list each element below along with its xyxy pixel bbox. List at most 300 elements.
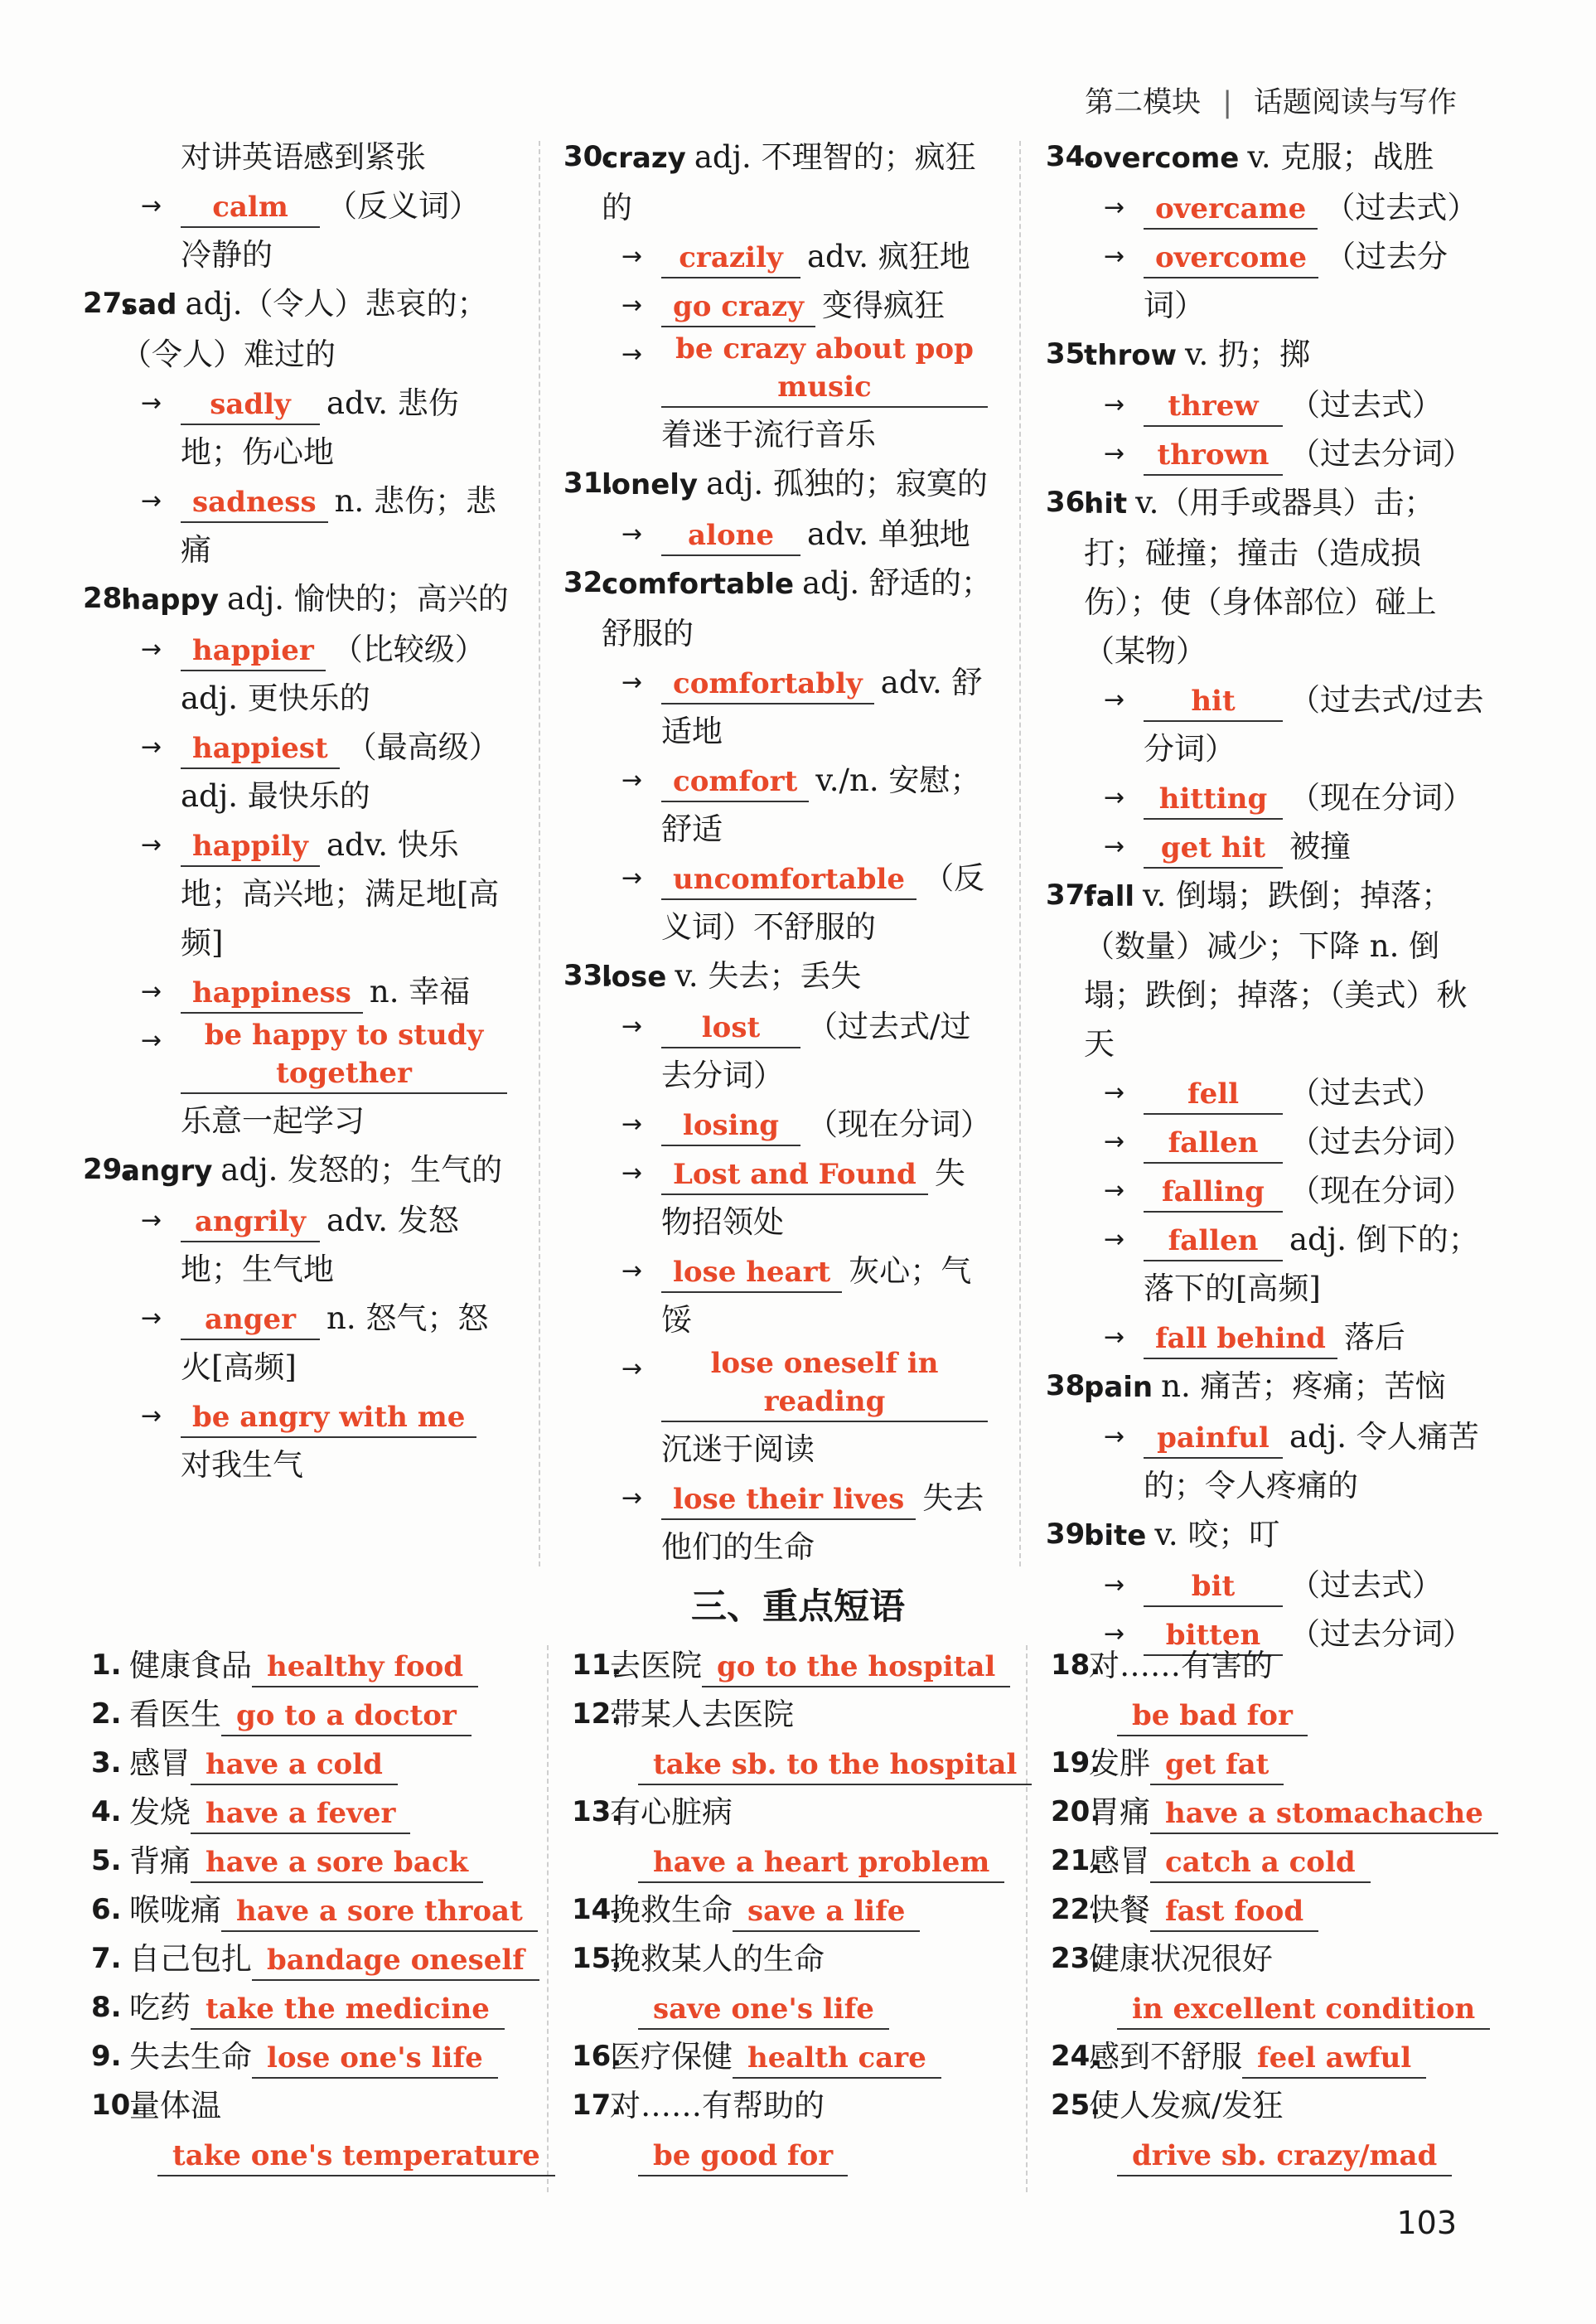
answer-blank: be happy to study together <box>181 1016 507 1094</box>
vocab-sub-item <box>83 477 514 574</box>
arrow-icon: → <box>621 520 643 549</box>
vocab-sub-item <box>1046 1166 1493 1215</box>
phrase-item-5 <box>91 1837 522 1886</box>
phrase-item-11 <box>572 1641 1003 1690</box>
arrow-icon: → <box>141 487 162 516</box>
phrase-answer: go to the hospital <box>702 1648 1010 1687</box>
arrow-icon: → <box>1104 1127 1125 1156</box>
vocab-sub-item <box>1046 1117 1493 1166</box>
sub-note: （反义词） <box>326 188 480 224</box>
headword: overcome <box>1084 142 1240 175</box>
sub-note: （过去式） <box>1324 190 1478 225</box>
phrase-item-6 <box>91 1886 522 1934</box>
phrase-number: 13. <box>572 1795 622 1828</box>
vocab-sub-item <box>83 967 514 1016</box>
vocab-sub-item <box>563 281 994 330</box>
answer-blank: overcame <box>1144 190 1318 230</box>
entry-number: 35. <box>1046 337 1096 370</box>
phrase-cn: 量体温 <box>129 2088 221 2123</box>
phrase-answer: bandage oneself <box>252 1941 539 1981</box>
phrase-cn: 自己包扎 <box>129 1941 252 1977</box>
phrase-item-25 <box>1051 2081 1498 2130</box>
sub-note: （过去式） <box>1289 387 1443 423</box>
phrase-answer: be bad for <box>1117 1697 1308 1736</box>
phrase-cn: 胃痛 <box>1089 1794 1150 1830</box>
phrase-item-1 <box>91 1641 522 1690</box>
arrow-icon: → <box>1104 193 1125 222</box>
sub-note: n. 悲伤；悲痛 <box>181 483 496 568</box>
sub-note: 失去他们的生命 <box>661 1480 984 1565</box>
gloss: adj. 愉快的；高兴的 <box>227 581 509 617</box>
column-divider-3 <box>547 1645 549 2192</box>
arrow-icon: → <box>621 1256 643 1285</box>
vocab-entry-39 <box>1046 1510 1493 1561</box>
header-divider: | <box>1222 86 1232 119</box>
arrow-icon: → <box>621 291 643 320</box>
phrase-number: 23. <box>1051 1942 1101 1975</box>
vocab-sub-item <box>563 330 994 459</box>
phrase-number: 11. <box>572 1649 622 1682</box>
vocab-entry-31 <box>563 459 994 510</box>
answer-blank: lose heart <box>661 1253 842 1293</box>
arrow-icon: → <box>1104 1078 1125 1107</box>
answer-blank: losing <box>661 1106 800 1146</box>
page-header <box>1085 80 1457 121</box>
headword: sad <box>121 288 177 322</box>
phrase-number: 21. <box>1051 1844 1101 1877</box>
headword: throw <box>1084 339 1177 372</box>
arrow-icon: → <box>621 242 643 271</box>
arrow-icon: → <box>1104 439 1125 468</box>
arrow-icon: → <box>621 1012 643 1041</box>
sub-note: （比较级）adj. 更快乐的 <box>181 632 486 716</box>
sub-note: （现在分词） <box>1289 1173 1473 1208</box>
section-title: 三、重点短语 <box>691 1586 905 1628</box>
sub-note: （过去式） <box>1289 1567 1443 1603</box>
phrase-cn: 带某人去医院 <box>610 1697 794 1732</box>
module-label: 第二模块 <box>1085 86 1202 119</box>
vocab-sub-item <box>1046 429 1493 478</box>
phrase-cn: 健康状况很好 <box>1089 1941 1273 1977</box>
phrase-answer-line <box>1051 2130 1498 2179</box>
phrase-number: 17. <box>572 2089 622 2122</box>
vocab-sub-item <box>1046 675 1493 773</box>
vocab-column-2 <box>563 133 994 1571</box>
arrow-icon: → <box>1104 1571 1125 1600</box>
phrase-item-8 <box>91 1983 522 2032</box>
arrow-icon: → <box>621 1110 643 1139</box>
phrase-answer: in excellent condition <box>1117 1990 1490 2030</box>
gloss: v. 咬；叮 <box>1154 1517 1280 1552</box>
phrase-item-22 <box>1051 1886 1498 1934</box>
entry-number: 38. <box>1046 1369 1096 1402</box>
phrase-answer: lose one's life <box>252 2039 498 2079</box>
phrase-cn: 看医生 <box>129 1697 221 1732</box>
phrase-number: 14. <box>572 1893 622 1926</box>
headword: pain <box>1084 1371 1153 1404</box>
phrase-cn: 对……有帮助的 <box>610 2088 825 2123</box>
gloss: v. 克服；战胜 <box>1247 139 1434 175</box>
phrase-number: 16. <box>572 2040 622 2073</box>
phrase-answer: save a life <box>733 1892 920 1932</box>
phrase-answer: have a cold <box>191 1745 398 1785</box>
answer-blank: fall behind <box>1144 1319 1337 1359</box>
phrase-number: 15. <box>572 1942 622 1975</box>
vocab-sub-item <box>83 1016 514 1145</box>
sub-note: 变得疯狂 <box>822 288 945 323</box>
vocab-sub-item <box>563 854 994 951</box>
phrase-answer-line <box>572 1983 1003 2032</box>
answer-blank: be angry with me <box>181 1398 476 1438</box>
vocab-sub-item <box>83 1294 514 1392</box>
phrase-number: 18. <box>1051 1649 1101 1682</box>
phrase-answer: healthy food <box>252 1648 478 1687</box>
answer-blank: sadly <box>181 385 320 425</box>
phrase-answer-line <box>91 2130 540 2179</box>
answer-blank: angrily <box>181 1203 320 1242</box>
phrase-number: 12. <box>572 1697 622 1731</box>
arrow-icon: → <box>1104 1422 1125 1451</box>
sub-note: （过去式/过去分词） <box>661 1009 971 1093</box>
answer-blank: uncomfortable <box>661 860 916 900</box>
gloss: n. 痛苦；疼痛；苦恼 <box>1161 1368 1446 1404</box>
answer-blank: get hit <box>1144 829 1283 869</box>
vocab-entry-29 <box>83 1145 514 1196</box>
vocab-sub-item <box>1046 773 1493 822</box>
phrase-number: 1. <box>91 1649 122 1682</box>
vocab-sub-item <box>563 1100 994 1149</box>
sub-note: n. 幸福 <box>369 974 471 1009</box>
answer-blank: bit <box>1144 1567 1283 1607</box>
answer-blank: sadness <box>181 483 328 523</box>
gloss: v. 扔；掷 <box>1185 336 1311 372</box>
answer-blank: painful <box>1144 1419 1283 1459</box>
answer-blank: anger <box>181 1300 320 1340</box>
phrase-column-2 <box>572 1641 1018 2179</box>
answer-blank: lose oneself in reading <box>661 1344 988 1422</box>
phrase-item-12 <box>572 1690 1003 1739</box>
answer-blank: be crazy about pop music <box>661 330 988 408</box>
phrase-answer-line <box>572 1739 1018 1788</box>
sub-note: （过去式） <box>1289 1075 1443 1111</box>
phrase-item-13 <box>572 1788 1003 1837</box>
phrase-cn: 感到不舒服 <box>1089 2039 1242 2075</box>
phrase-cn: 使人发疯/发狂 <box>1089 2088 1284 2123</box>
phrase-item-23 <box>1051 1934 1498 1983</box>
sub-note: 灰心；气馁 <box>661 1253 972 1338</box>
phrase-number: 25. <box>1051 2089 1101 2122</box>
phrase-answer-line <box>1051 1690 1498 1739</box>
phrase-number: 2. <box>91 1697 122 1731</box>
phrase-answer: have a sore throat <box>221 1892 538 1932</box>
phrase-item-10 <box>91 2081 522 2130</box>
entry-number: 34. <box>1046 140 1096 173</box>
phrase-number: 20. <box>1051 1795 1101 1828</box>
phrase-number: 22. <box>1051 1893 1101 1926</box>
vocab-entry-32 <box>563 559 994 658</box>
sub-note: 失物招领处 <box>661 1155 965 1240</box>
phrase-item-18 <box>1051 1641 1498 1690</box>
entry-number: 36. <box>1046 486 1096 519</box>
headword: angry <box>121 1155 213 1188</box>
answer-blank: lost <box>661 1009 800 1048</box>
answer-blank: Lost and Found <box>661 1155 928 1195</box>
arrow-icon: → <box>141 1402 162 1431</box>
answer-blank: fell <box>1144 1075 1283 1115</box>
phrase-cn: 失去生命 <box>129 2039 252 2075</box>
arrow-icon: → <box>1104 390 1125 419</box>
phrase-number: 6. <box>91 1893 122 1926</box>
vocab-sub-item <box>83 1196 514 1294</box>
arrow-icon: → <box>141 1304 162 1333</box>
answer-blank: falling <box>1144 1173 1283 1213</box>
arrow-icon: → <box>621 1354 643 1383</box>
sub-note: adv. 单独地 <box>807 516 970 552</box>
phrase-cn: 挽救生命 <box>610 1892 733 1928</box>
column-divider-2 <box>1019 141 1021 1566</box>
phrase-answer: have a heart problem <box>638 1843 1004 1883</box>
gloss: adj. 舒适的；舒服的 <box>602 565 992 651</box>
vocab-entry-30 <box>563 133 994 232</box>
answer-blank: threw <box>1144 387 1283 427</box>
gloss: v. 失去；丢失 <box>675 958 862 994</box>
answer-blank: comfort <box>661 763 809 802</box>
sub-note: （过去分词） <box>1144 239 1448 323</box>
entry-number: 37. <box>1046 879 1096 912</box>
headword: happy <box>121 583 219 617</box>
headword: bite <box>1084 1519 1147 1552</box>
sub-note: 乐意一起学习 <box>181 1103 365 1139</box>
phrase-answer-line <box>1051 1983 1498 2032</box>
gloss: v. 倒塌；跌倒；掉落；（数量）减少；下降 n. 倒塌；跌倒；掉落；（美式）秋天 <box>1084 878 1468 1062</box>
entry-number: 30. <box>563 140 614 173</box>
phrase-number: 4. <box>91 1795 122 1828</box>
arrow-icon: → <box>621 668 643 697</box>
vocab-sub-item <box>1046 1068 1493 1117</box>
sub-note: adv. 悲伤地；伤心地 <box>181 385 459 470</box>
phrase-number: 10. <box>91 2089 142 2122</box>
vocab-sub-item <box>563 1247 994 1344</box>
entry-number: 32. <box>563 566 614 599</box>
answer-blank: crazily <box>661 239 800 278</box>
phrase-item-3 <box>91 1739 522 1788</box>
phrase-number: 5. <box>91 1844 122 1877</box>
phrase-item-20 <box>1051 1788 1498 1837</box>
phrase-answer: take the medicine <box>191 1990 505 2030</box>
sub-note: adv. 快乐地；高兴地；满足地[高频] <box>181 827 500 961</box>
sub-note: （最高级）adj. 最快乐的 <box>181 729 500 814</box>
phrase-cn: 感冒 <box>129 1745 191 1781</box>
entry-number: 29. <box>83 1153 133 1186</box>
phrase-answer: catch a cold <box>1150 1843 1371 1883</box>
sub-note: （过去分词） <box>1289 1124 1473 1160</box>
headword: fall <box>1084 880 1135 913</box>
phrase-item-7 <box>91 1934 525 1983</box>
sub-note: 着迷于流行音乐 <box>661 417 876 453</box>
phrase-cn: 有心脏病 <box>610 1794 733 1830</box>
phrase-answer: health care <box>733 2039 941 2079</box>
headword: lonely <box>602 468 699 501</box>
answer-blank: go crazy <box>661 288 815 327</box>
arrow-icon: → <box>1104 1323 1125 1352</box>
vocab-entry-33 <box>563 951 994 1002</box>
sub-note: adj. 令人痛苦的；令人疼痛的 <box>1144 1419 1479 1503</box>
answer-blank: thrown <box>1144 436 1283 476</box>
phrase-number: 24. <box>1051 2040 1101 2073</box>
gloss: adj.（令人）悲哀的；（令人）难过的 <box>121 286 488 372</box>
continued-note: 对讲英语感到紧张 <box>181 139 426 175</box>
arrow-icon: → <box>1104 783 1125 812</box>
answer-blank: lose their lives <box>661 1480 916 1520</box>
sub-note: （反义词）不舒服的 <box>661 860 985 945</box>
vocab-entry-37 <box>1046 871 1493 1068</box>
vocab-entry-34 <box>1046 133 1493 183</box>
phrase-answer-line <box>572 1837 1003 1886</box>
gloss: adj. 孤独的；寂寞的 <box>706 466 988 501</box>
phrase-cn: 喉咙痛 <box>129 1892 221 1928</box>
arrow-icon: → <box>1104 1225 1125 1254</box>
phrase-cn: 健康食品 <box>129 1648 252 1683</box>
answer-blank: hitting <box>1144 780 1283 820</box>
sub-note: （过去式/过去分词） <box>1144 682 1484 767</box>
vocab-entry-36 <box>1046 478 1493 675</box>
phrase-answer: feel awful <box>1242 2039 1426 2079</box>
vocab-sub-item <box>1046 1313 1493 1362</box>
arrow-icon: → <box>621 864 643 893</box>
vocab-entry-35 <box>1046 330 1493 380</box>
vocab-sub-item <box>1046 232 1493 330</box>
entry-number: 39. <box>1046 1518 1096 1551</box>
phrase-cn: 医疗保健 <box>610 2039 733 2075</box>
answer-blank: happiness <box>181 974 363 1014</box>
arrow-icon: → <box>1104 685 1125 714</box>
phrase-number: 3. <box>91 1746 122 1779</box>
vocab-sub-item <box>563 510 994 559</box>
phrase-cn: 快餐 <box>1089 1892 1150 1928</box>
answer-blank: bitten <box>1144 1616 1283 1656</box>
arrow-icon: → <box>141 1206 162 1235</box>
sub-note: 被撞 <box>1289 829 1351 864</box>
phrase-item-4 <box>91 1788 522 1837</box>
arrow-icon: → <box>1104 242 1125 271</box>
phrase-answer: save one's life <box>638 1990 889 2030</box>
answer-blank: fallen <box>1144 1222 1283 1261</box>
arrow-icon: → <box>141 977 162 1006</box>
vocab-sub-item <box>1046 380 1493 429</box>
vocab-sub-item <box>563 1344 994 1474</box>
entry-number: 27. <box>83 287 133 320</box>
sub-note: （过去分词） <box>1289 436 1473 472</box>
sub-note: 对我生气 <box>181 1447 303 1483</box>
column-divider-4 <box>1026 1645 1028 2192</box>
vocab-sub-item <box>83 182 514 230</box>
arrow-icon: → <box>141 830 162 859</box>
phrase-item-9 <box>91 2032 522 2081</box>
phrase-cn: 挽救某人的生命 <box>610 1941 825 1977</box>
vocab-sub-item <box>563 1474 994 1571</box>
phrase-answer: drive sb. crazy/mad <box>1117 2137 1452 2176</box>
phrase-answer: have a stomachache <box>1150 1794 1498 1834</box>
phrase-answer: take one's temperature <box>157 2137 555 2176</box>
headword: crazy <box>602 142 686 175</box>
answer-blank: hit <box>1144 682 1283 722</box>
vocab-column-1 <box>83 133 514 1489</box>
answer-blank: calm <box>181 188 320 228</box>
arrow-icon: → <box>141 635 162 664</box>
arrow-icon: → <box>141 1026 162 1055</box>
phrase-item-14 <box>572 1886 1003 1934</box>
vocab-column-3 <box>1046 133 1493 1658</box>
vocab-sub-item <box>563 756 994 854</box>
page-number: 103 <box>1396 2205 1457 2241</box>
phrase-cn: 对……有害的 <box>1089 1648 1273 1683</box>
answer-blank: fallen <box>1144 1124 1283 1164</box>
arrow-icon: → <box>621 1484 643 1513</box>
phrase-item-19 <box>1051 1739 1498 1788</box>
phrase-cn: 吃药 <box>129 1990 191 2026</box>
phrase-item-17 <box>572 2081 1003 2130</box>
phrase-answer: take sb. to the hospital <box>638 1745 1032 1785</box>
phrase-number: 19. <box>1051 1746 1101 1779</box>
headword: comfortable <box>602 568 795 601</box>
phrase-answer-line <box>572 2130 1003 2179</box>
phrase-answer: be good for <box>638 2137 848 2176</box>
sub-note: （现在分词） <box>807 1106 991 1142</box>
phrase-answer: have a sore back <box>191 1843 483 1883</box>
arrow-icon: → <box>141 733 162 762</box>
arrow-icon: → <box>1104 832 1125 861</box>
sub-note: v./n. 安慰；舒适 <box>661 763 981 847</box>
entry-number: 28. <box>83 582 133 615</box>
vocab-sub-item <box>1046 822 1493 871</box>
vocab-sub-item <box>563 658 994 756</box>
vocab-sub-item <box>83 625 514 723</box>
sub-note: adj. 倒下的；落下的[高频] <box>1144 1222 1479 1306</box>
arrow-icon: → <box>621 766 643 795</box>
phrase-number: 8. <box>91 1991 122 2024</box>
headword: hit <box>1084 487 1128 520</box>
answer-blank: happier <box>181 632 326 671</box>
sub-note: 沉迷于阅读 <box>661 1431 815 1467</box>
vocab-entry-38 <box>1046 1362 1493 1412</box>
vocab-sub-item <box>83 821 514 967</box>
answer-blank: happily <box>181 827 320 867</box>
gloss: adj. 发怒的；生气的 <box>220 1152 503 1188</box>
phrase-cn: 背痛 <box>129 1843 191 1879</box>
phrase-answer: get fat <box>1150 1745 1284 1785</box>
arrow-icon: → <box>1104 1620 1125 1649</box>
column-divider-1 <box>539 141 540 1566</box>
vocab-entry-28 <box>83 574 514 625</box>
vocab-sub-item <box>1046 1412 1493 1510</box>
topic-label: 话题阅读与写作 <box>1253 86 1457 119</box>
phrase-number: 9. <box>91 2040 122 2073</box>
phrase-answer: go to a doctor <box>221 1697 472 1736</box>
headword: lose <box>602 961 667 994</box>
phrase-answer: have a fever <box>191 1794 410 1834</box>
phrase-item-21 <box>1051 1837 1498 1886</box>
arrow-icon: → <box>1104 1176 1125 1205</box>
arrow-icon: → <box>141 191 162 220</box>
phrase-cn: 去医院 <box>610 1648 702 1683</box>
answer-blank: alone <box>661 516 800 556</box>
continued-note: 冷静的 <box>181 237 273 273</box>
arrow-icon: → <box>141 389 162 418</box>
answer-blank: happiest <box>181 729 340 769</box>
gloss: adj. 不理智的；疯狂的 <box>602 139 976 225</box>
vocab-sub-item <box>563 1002 994 1100</box>
sub-note: （现在分词） <box>1289 780 1473 816</box>
